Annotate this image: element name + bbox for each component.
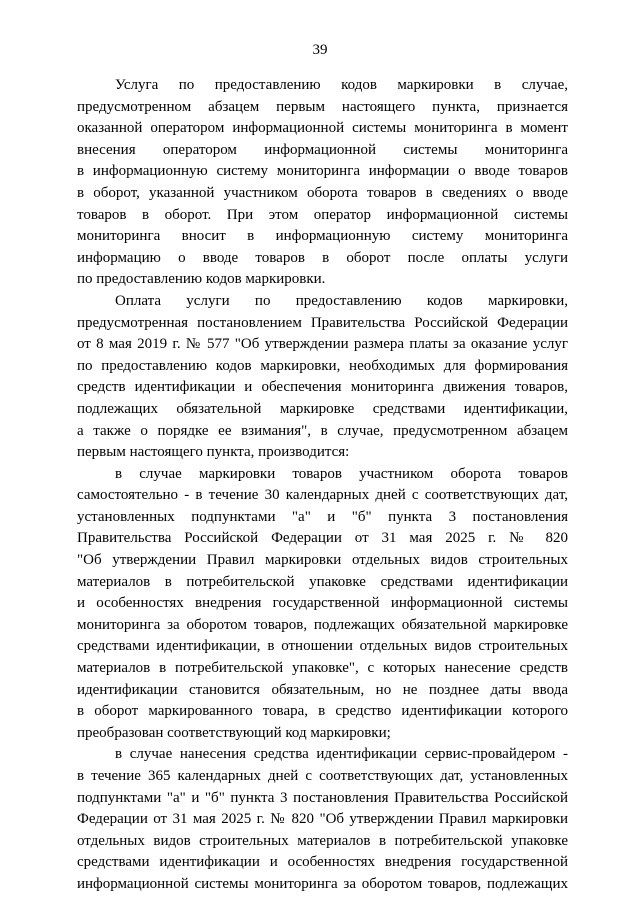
text-line: в оборот маркированного товара, в средство идентификации которого xyxy=(77,703,568,720)
paragraph-service-provision xyxy=(77,75,568,291)
text-line: материалов в потребительской упаковке средствами идентификации xyxy=(77,573,568,590)
text-line: оказанной оператором информационной системы мониторинга в момент xyxy=(77,120,568,137)
text-line: информационной системы мониторинга за оборотом товаров, подлежащих xyxy=(77,875,568,892)
paragraph-self-marking xyxy=(77,464,568,745)
paragraph-service-provider xyxy=(77,744,568,895)
text-line: средствами идентификации, в отношении отдельных видов строительных xyxy=(77,638,568,655)
text-line: по предоставлению кодов маркировки, необходимых для формирования xyxy=(77,357,568,374)
text-line: Услуга по предоставлению кодов маркировки в случае, xyxy=(115,77,568,93)
text-line: средствами идентификации и особенностях внедрения государственной xyxy=(77,854,568,871)
text-line: Правительства Российской Федерации от 31 мая 2025 г. № 820 xyxy=(77,530,568,547)
text-line: "Об утверждении Правил маркировки отдельных видов строительных xyxy=(77,552,568,569)
text-line: подпунктами "а" и "б" пункта 3 постановления Правительства Российской xyxy=(77,789,568,806)
text-line: самостоятельно - в течение 30 календарных дней с соответствующих дат, xyxy=(77,487,568,504)
text-line: от 8 мая 2019 г. № 577 "Об утверждении размера платы за оказание услуг xyxy=(77,336,568,353)
text-line: по предоставлению кодов маркировки. xyxy=(77,271,326,288)
text-line: Оплата услуги по предоставлению кодов маркировки, xyxy=(115,292,568,309)
text-line: идентификации становится обязательным, но не позднее даты ввода xyxy=(77,681,568,698)
text-line: мониторинга вносит в информационную систему мониторинга xyxy=(77,228,568,245)
text-line: в информационную систему мониторинга информации о вводе товаров xyxy=(77,163,568,180)
text-line: средств идентификации и обеспечения мониторинга движения товаров, xyxy=(77,379,568,396)
text-line: в случае нанесения средства идентификации сервис-провайдером - xyxy=(115,746,568,763)
paragraph-payment xyxy=(77,291,568,464)
text-line: предусмотренная постановлением Правительства Российской Федерации xyxy=(77,314,568,331)
text-line: в случае маркировки товаров участником оборота товаров xyxy=(115,465,568,482)
text-line: в оборот, указанной участником оборота товаров в сведениях о вводе xyxy=(77,184,568,201)
text-line: мониторинга за оборотом товаров, подлежащих обязательной маркировке xyxy=(77,616,568,633)
text-line: преобразован соответствующий код маркировки; xyxy=(77,724,391,741)
text-line: товаров в оборот. При этом оператор информационной системы xyxy=(77,206,568,223)
page-number: 39 xyxy=(312,42,328,58)
text-line: материалов в потребительской упаковке", с которых нанесение средств xyxy=(77,660,568,677)
text-line: в течение 365 календарных дней с соответствующих дат, установленных xyxy=(77,768,568,784)
text-line: предусмотренном абзацем первым настоящего пункта, признается xyxy=(77,98,568,115)
text-line: Федерации от 31 мая 2025 г. № 820 "Об утверждении Правил маркировки xyxy=(77,811,568,828)
text-line: внесения оператором информационной системы мониторинга xyxy=(77,141,568,158)
text-line: информацию о вводе товаров в оборот после оплаты услуги xyxy=(77,249,568,266)
text-line: подлежащих обязательной маркировке средствами идентификации, xyxy=(77,400,568,417)
text-line: и особенностях внедрения государственной информационной системы xyxy=(77,595,568,612)
text-line: первым настоящего пункта, производится: xyxy=(77,444,350,461)
text-line: установленных подпунктами "а" и "б" пункта 3 постановления xyxy=(77,508,568,525)
text-line: а также о порядке ее взимания", в случае, предусмотренном абзацем xyxy=(77,422,568,439)
text-line: отдельных видов строительных материалов в потребительской упаковке xyxy=(77,832,568,849)
document-body xyxy=(77,75,568,896)
